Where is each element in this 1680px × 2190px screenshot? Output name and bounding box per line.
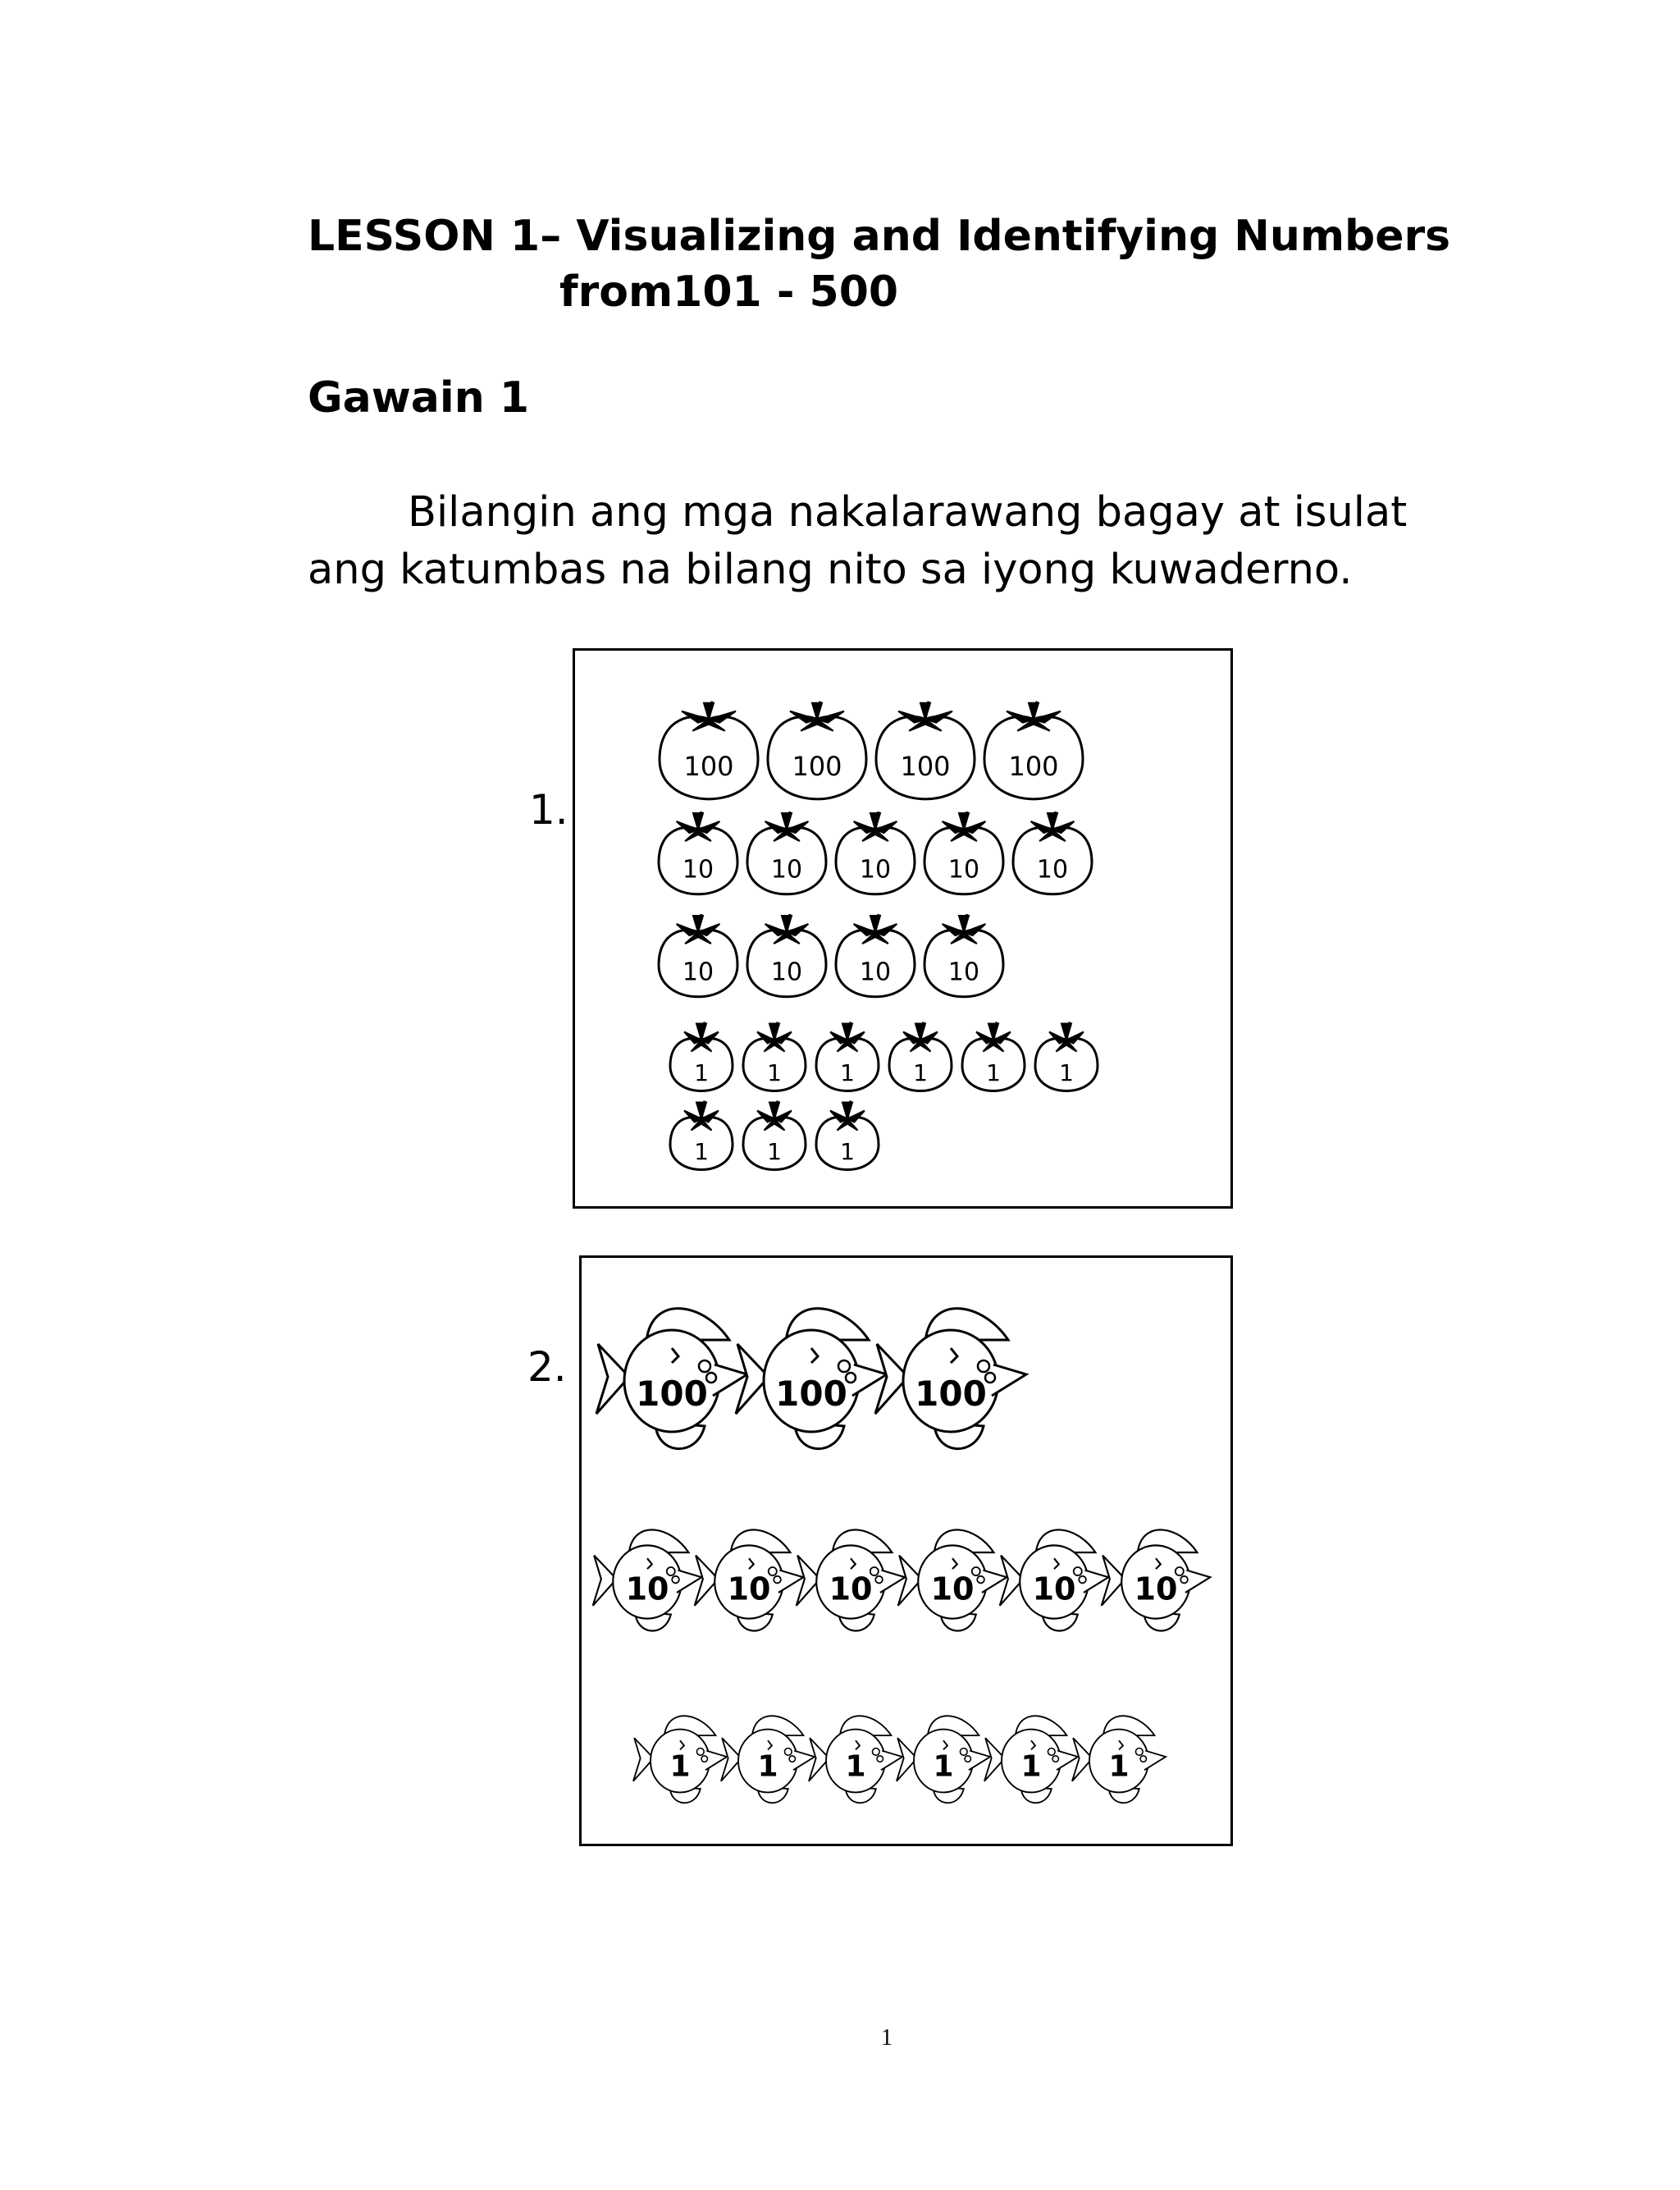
- exercise-2-box: [579, 1255, 1233, 1846]
- fish-value-label: 100: [915, 1374, 987, 1414]
- lesson-title: [308, 208, 1450, 320]
- fish-icon: [809, 1716, 902, 1803]
- fish-value-label: 10: [930, 1570, 975, 1607]
- tomato-value-label: 10: [1036, 855, 1069, 885]
- activity-instructions: [308, 484, 1489, 599]
- tomato-value-label: 1: [767, 1137, 782, 1165]
- tomato-value-label: 10: [770, 958, 803, 987]
- fish-icon: [898, 1529, 1007, 1630]
- fish-value-label: 10: [829, 1570, 873, 1607]
- tomato-value-label: 1: [840, 1058, 855, 1086]
- fish-icon: [897, 1716, 990, 1803]
- tomato-icon: [659, 812, 737, 894]
- fish-icon: [875, 1309, 1026, 1449]
- fish-icon: [633, 1716, 727, 1803]
- tomato-value-label: 100: [683, 751, 734, 783]
- exercise-2-number: 2.: [527, 1343, 567, 1391]
- tomato-value-label: 10: [947, 958, 980, 987]
- tomato-value-label: 10: [770, 855, 803, 885]
- fish-value-label: 1: [757, 1749, 778, 1784]
- tomato-value-label: 100: [1008, 751, 1059, 783]
- tomato-value-label: 10: [682, 958, 714, 987]
- tomato-icon: [836, 812, 915, 894]
- lesson-title-line2: from101 - 500: [559, 267, 899, 317]
- instruction-line1: Bilangin ang mga nakalarawang bagay at isulat: [408, 488, 1408, 537]
- exercise-1-number: 1.: [529, 786, 568, 834]
- fish-icon: [1102, 1529, 1210, 1630]
- tomato-value-label: 10: [682, 855, 714, 885]
- fish-value-label: 100: [775, 1374, 847, 1414]
- tomato-value-label: 1: [1059, 1058, 1074, 1086]
- tomato-icon: [1013, 812, 1092, 894]
- fish-value-label: 10: [625, 1570, 669, 1607]
- tomato-value-label: 1: [986, 1058, 1001, 1086]
- fish-figure: [582, 1258, 1235, 1849]
- fish-icon: [1000, 1529, 1108, 1630]
- fish-icon: [736, 1309, 887, 1449]
- lesson-title-line1: LESSON 1– Visualizing and Identifying Numbers: [308, 212, 1451, 261]
- fish-icon: [695, 1529, 803, 1630]
- fish-value-label: 10: [1134, 1570, 1178, 1607]
- tomato-value-label: 10: [859, 855, 892, 885]
- fish-icon: [596, 1309, 747, 1449]
- tomato-value-label: 100: [900, 751, 951, 783]
- fish-value-label: 100: [636, 1374, 708, 1414]
- fish-icon: [984, 1716, 1078, 1803]
- tomato-icon: [659, 914, 737, 997]
- page-number: 1: [881, 2025, 892, 2051]
- tomato-icon: [747, 914, 826, 997]
- exercise-1-box: [573, 648, 1233, 1209]
- tomato-icon: [924, 914, 1003, 997]
- fish-value-label: 10: [1032, 1570, 1076, 1607]
- fish-icon: [721, 1716, 815, 1803]
- fish-icon: [1072, 1716, 1166, 1803]
- fish-value-label: 1: [1108, 1749, 1130, 1784]
- tomato-value-label: 1: [694, 1137, 709, 1165]
- tomato-value-label: 1: [913, 1058, 928, 1086]
- tomato-icon: [670, 1101, 733, 1170]
- tomato-value-label: 1: [767, 1058, 782, 1086]
- instruction-line2: ang katumbas na bilang nito sa iyong kuwaderno.: [308, 546, 1353, 594]
- fish-icon: [593, 1529, 701, 1630]
- tomato-icon: [816, 1101, 879, 1170]
- fish-value-label: 1: [669, 1749, 691, 1784]
- activity-title: Gawain 1: [308, 373, 530, 423]
- tomato-value-label: 10: [947, 855, 980, 885]
- fish-value-label: 1: [845, 1749, 866, 1784]
- tomato-value-label: 1: [840, 1137, 855, 1165]
- tomato-icon: [747, 812, 826, 894]
- tomato-icon: [984, 702, 1083, 799]
- tomato-icon: [743, 1022, 806, 1091]
- tomato-icon: [962, 1022, 1025, 1091]
- tomato-icon: [660, 702, 758, 799]
- tomato-value-label: 10: [859, 958, 892, 987]
- tomato-icon: [836, 914, 915, 997]
- tomato-value-label: 1: [694, 1058, 709, 1086]
- fish-value-label: 1: [1020, 1749, 1042, 1784]
- fish-value-label: 1: [933, 1749, 954, 1784]
- tomato-icon: [924, 812, 1003, 894]
- tomato-icon: [816, 1022, 879, 1091]
- fish-icon: [797, 1529, 905, 1630]
- tomato-icon: [876, 702, 975, 799]
- tomato-icon: [743, 1101, 806, 1170]
- tomato-icon: [889, 1022, 952, 1091]
- tomato-icon: [768, 702, 866, 799]
- tomato-figure: [575, 651, 1235, 1211]
- tomato-icon: [1035, 1022, 1098, 1091]
- tomato-icon: [670, 1022, 733, 1091]
- tomato-value-label: 100: [792, 751, 842, 783]
- fish-value-label: 10: [727, 1570, 771, 1607]
